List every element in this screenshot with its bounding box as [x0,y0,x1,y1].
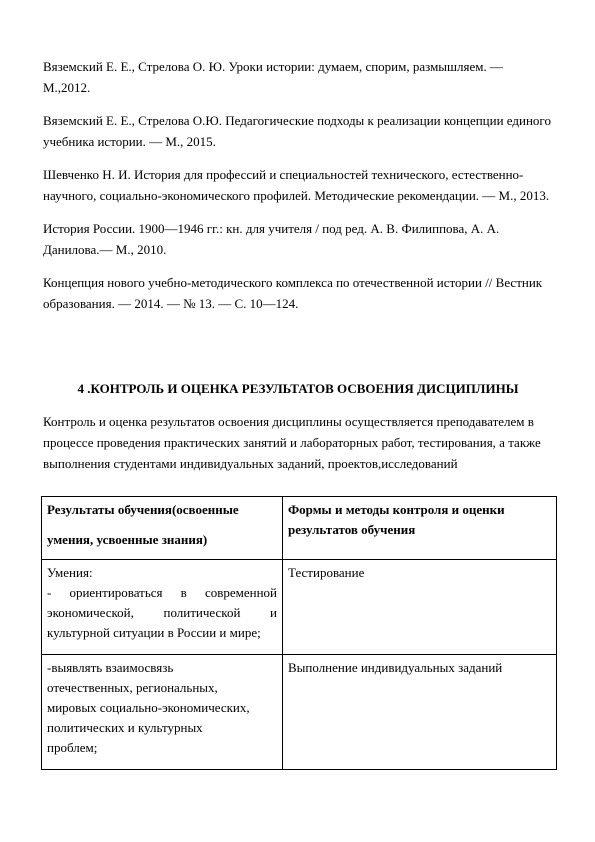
result-line: Умения: [47,565,93,580]
method-cell: Выполнение индивидуальных заданий [283,655,557,770]
reference-item: Концепция нового учебно-методического комплекса по отечественной истории // Вестник образования. — 2014. — № 13. — С. 10—124. [43,275,543,311]
result-cell [42,655,283,770]
result-cell [42,560,283,655]
header-results-line: Результаты обучения(освоенные [47,502,239,517]
method-cell: Тестирование [283,560,557,655]
reference-item: Вяземский Е. Е., Стрелова О. Ю. Уроки истории: думаем, спорим, размышляем. — М.,2012. [43,59,504,95]
section-heading: 4 .КОНТРОЛЬ И ОЦЕНКА РЕЗУЛЬТАТОВ ОСВОЕНИЯ ДИСЦИПЛИНЫ [77,381,519,396]
result-line: - ориентироваться в современной экономической, политической и культурной ситуации в России и мире; [47,585,277,640]
reference-item: Шевченко Н. И. История для профессий и специальностей технического, естественно-научного, социально-экономического профилей. Методические рекомендации. — М., 2013. [43,167,550,203]
reference-item: История России. 1900—1946 гг.: кн. для учителя / под ред. А. В. Филиппова, А. А. Данилова.— М., 2010. [43,221,500,257]
section-intro: Контроль и оценка результатов освоения дисциплины осуществляется преподавателем в процессе проведения практических занятий и лабораторных работ, тестирования, а также выполнения студентами индивидуальных заданий, проектов,исследований [43,414,541,471]
result-line: проблем; [47,740,98,755]
result-line: мировых социально-экономических, [47,700,250,715]
table-row [42,655,557,770]
references-list [43,56,553,326]
result-line: отечественных, региональных, [47,680,218,695]
header-methods: Формы и методы контроля и оценки результатов обучения [283,497,557,560]
header-results [42,497,283,560]
table-header-row [42,497,557,560]
header-results-line: умения, усвоенные знания) [47,532,208,547]
result-line: политических и культурных [47,720,203,735]
table-row [42,560,557,655]
assessment-table [41,496,557,770]
result-line: -выявлять взаимосвязь [47,660,174,675]
reference-item: Вяземский Е. Е., Стрелова О.Ю. Педагогические подходы к реализации концепции единого учебника истории. — М., 2015. [43,113,551,149]
